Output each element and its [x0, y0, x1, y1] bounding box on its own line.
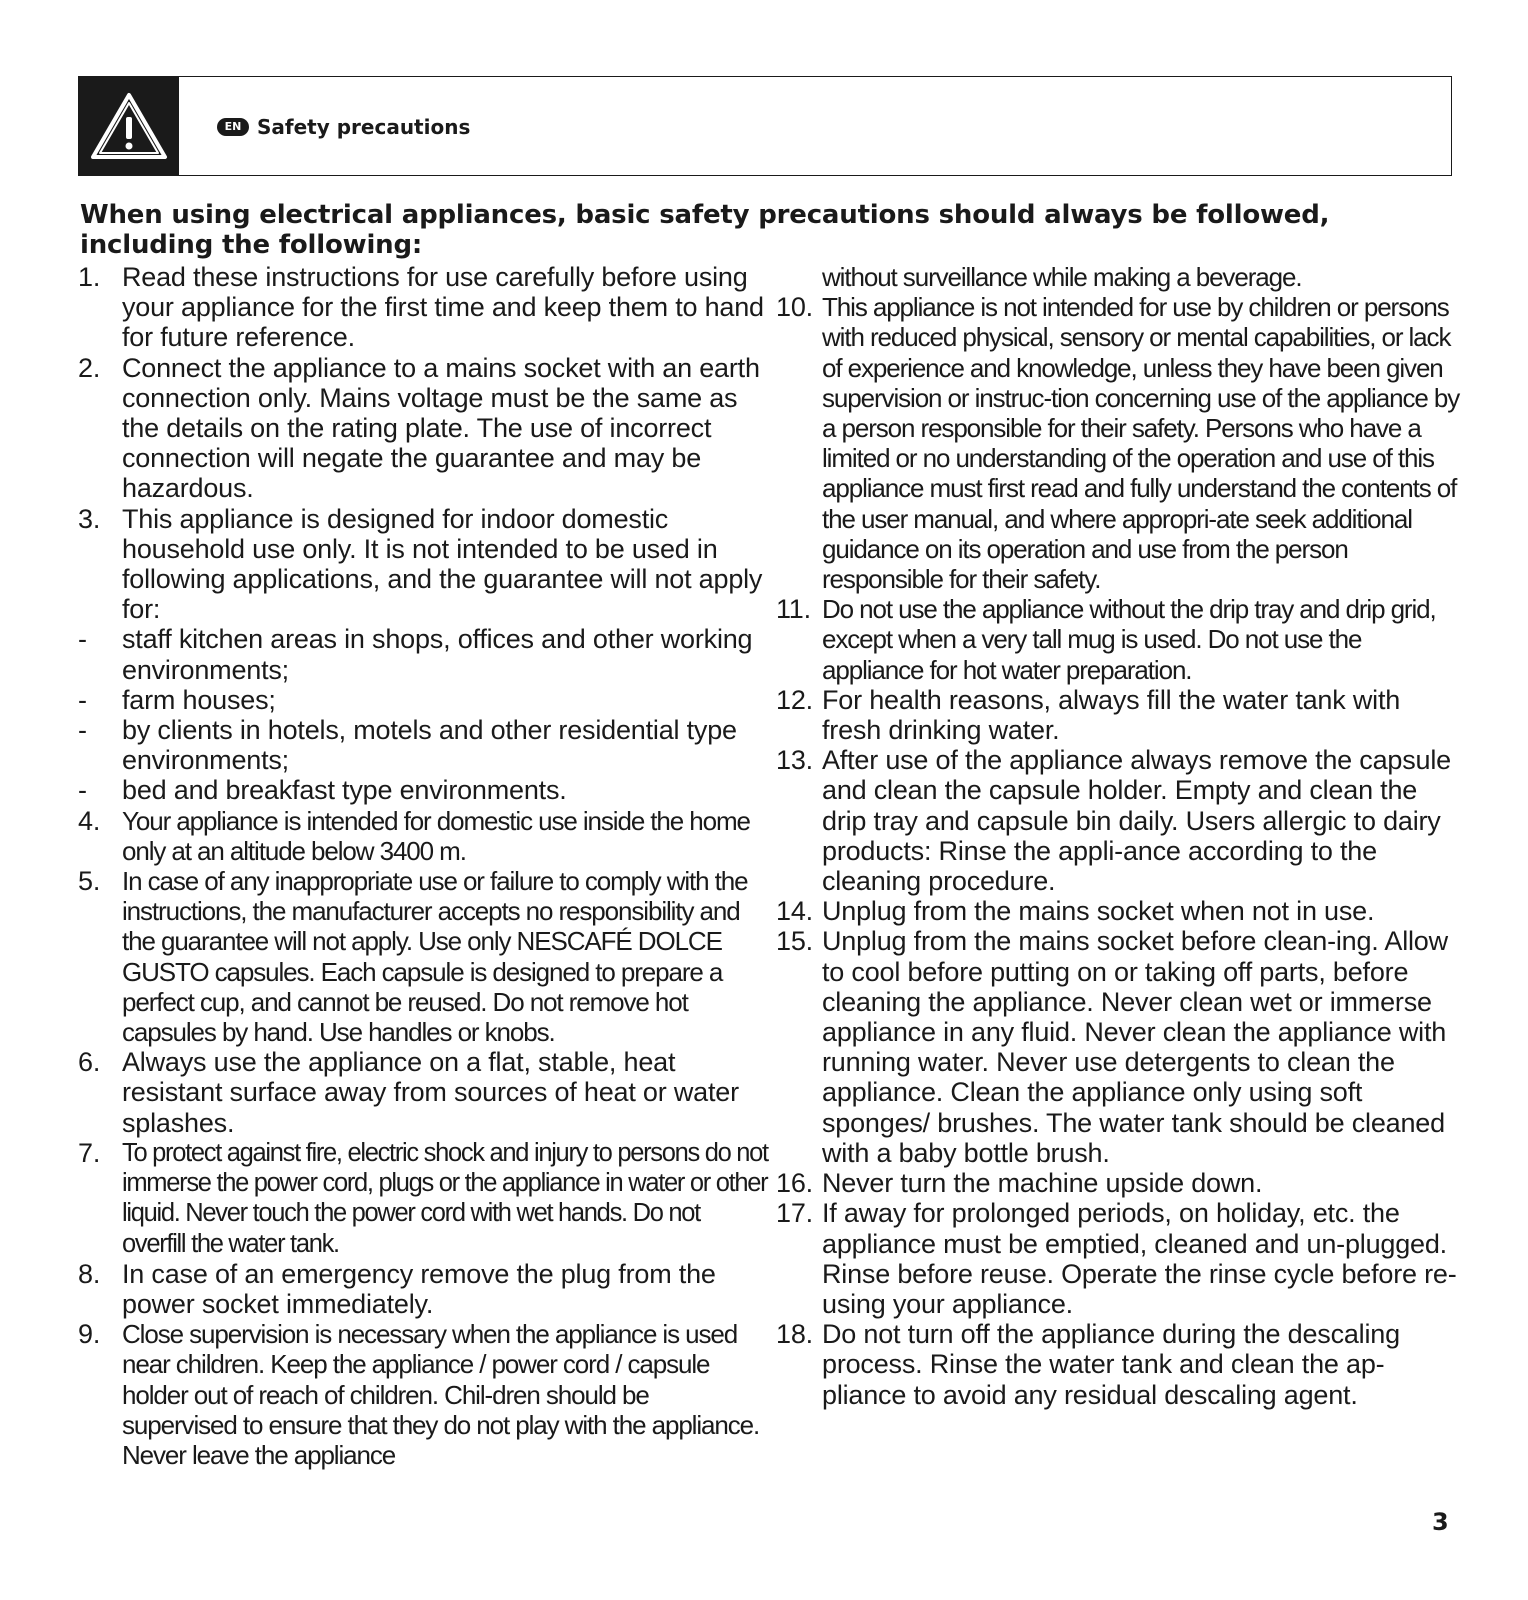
- item-number: 10.: [776, 292, 813, 323]
- item-number: 11.: [776, 594, 811, 625]
- list-item: [78, 262, 768, 353]
- warning-block: [79, 77, 179, 175]
- item-number: 2.: [78, 352, 101, 383]
- item-text: Do not use the appliance without the drip tray and drip grid, except when a very tall mug is used. Do not use the appliance for hot water preparation.: [822, 594, 1436, 685]
- item-text: Your appliance is intended for domestic use inside the home only at an altitude below 3400 m.: [122, 805, 750, 866]
- item-number: 3.: [78, 503, 101, 534]
- item-number: 9.: [78, 1319, 101, 1350]
- list-item: [78, 1319, 768, 1470]
- item-text: staff kitchen areas in shops, offices and other working environments;: [122, 624, 753, 685]
- list-item: [776, 896, 1466, 926]
- section-header: [78, 76, 1452, 176]
- warning-triangle-icon: [89, 91, 169, 161]
- list-item: [776, 926, 1466, 1168]
- list-item: [776, 594, 1466, 685]
- right-column: [776, 262, 1466, 1410]
- list-item: [78, 1138, 768, 1259]
- item-number: 1.: [78, 262, 101, 292]
- item-number: 6.: [78, 1047, 101, 1078]
- item-number: 7.: [78, 1137, 101, 1168]
- item-text: farm houses;: [122, 684, 276, 715]
- item-continuation: without surveillance while making a beverage.: [822, 262, 1302, 292]
- dash-bullet: -: [78, 775, 87, 806]
- list-item: [78, 353, 768, 504]
- item-number: 15.: [776, 926, 813, 957]
- item-text: Unplug from the mains socket when not in use.: [822, 896, 1375, 927]
- item-text: Connect the appliance to a mains socket with an earth connection only. Mains voltage must be the same as the details on the rating plate. The use of incorrect connection will negate the guarantee and may be hazardous.: [122, 352, 760, 504]
- item-text: In case of an emergency remove the plug from the power socket immediately.: [122, 1258, 716, 1319]
- list-item: [78, 1047, 768, 1138]
- dash-item: [78, 624, 768, 684]
- list-item: [78, 806, 768, 866]
- list-item: [776, 1198, 1466, 1319]
- item-text: Read these instructions for use carefully before using your appliance for the first time and keep them to hand for future reference.: [122, 262, 764, 353]
- item-number: 8.: [78, 1258, 101, 1289]
- item-number: 17.: [776, 1198, 813, 1229]
- item-text: Close supervision is necessary when the appliance is used near children. Keep the appliance / power cord / capsule holder out of reach of children. Chil-dren should be supervised to ensure that they do not play with the appliance. Never leave the appliance: [122, 1319, 760, 1470]
- item-number: 14.: [776, 896, 813, 927]
- header-label: [217, 115, 470, 139]
- item-text: Never turn the machine upside down.: [822, 1168, 1263, 1199]
- dash-item: [78, 715, 768, 775]
- list-item: [78, 1259, 768, 1319]
- list-item: [776, 1319, 1466, 1410]
- dash-bullet: -: [78, 715, 87, 746]
- list-item: [776, 745, 1466, 896]
- intro-heading: When using electrical appliances, basic safety precautions should always be followed, including the following:: [80, 200, 1330, 260]
- item-number: 5.: [78, 866, 101, 897]
- item-text: Do not turn off the appliance during the descaling process. Rinse the water tank and clean the ap-pliance to avoid any residual descaling agent.: [822, 1319, 1400, 1410]
- left-column: [78, 262, 768, 1470]
- item-text: Always use the appliance on a flat, stable, heat resistant surface away from sources of heat or water splashes.: [122, 1047, 739, 1138]
- item-text: This appliance is designed for indoor domestic household use only. It is not intended to be used in following applications, and the guarantee will not apply for:: [122, 503, 763, 625]
- list-item: [78, 504, 768, 625]
- language-badge: EN: [217, 118, 249, 136]
- dash-item: [78, 775, 768, 805]
- item-number: 4.: [78, 805, 101, 836]
- item-text: To protect against fire, electric shock and injury to persons do not immerse the power cord, plugs or the appliance in water or other liquid. Never touch the power cord with wet hands. Do not overfill the water tank.: [122, 1138, 768, 1258]
- item-text: Unplug from the mains socket before clean-ing. Allow to cool before putting on or taking off parts, before cleaning the appliance. Never clean wet or immerse appliance in any fluid. Never clean the appliance with running water. Never use detergents to clean the appliance. Clean the appliance only using soft sponges/ brushes. The water tank should be cleaned with a baby bottle brush.: [822, 926, 1448, 1168]
- item-text: After use of the appliance always remove the capsule and clean the capsule holder. Empty and clean the drip tray and capsule bin daily. Users allergic to dairy products: Rinse the appli-ance according to the cleaning procedure.: [822, 745, 1451, 897]
- dash-item: [78, 685, 768, 715]
- item-text: This appliance is not intended for use by children or persons with reduced physical, sensory or mental capabilities, or lack of experience and knowledge, unless they have been given supervision or instruc-tion concerning use of the appliance by a person responsible for their safety. Persons who have a limited or no understanding of the operation and use of this appliance must first read and fully understand the contents of the user manual, and where appropri-ate seek additional guidance on its operation and use from the person responsible for their safety.: [822, 292, 1460, 595]
- list-item: [776, 292, 1466, 594]
- item-text: by clients in hotels, motels and other residential type environments;: [122, 715, 737, 776]
- item-text: In case of any inappropriate use or failure to comply with the instructions, the manufacturer accepts no responsibility and the guarantee will not apply. Use only NESCAFÉ DOLCE GUSTO capsules. Each capsule is designed to prepare a perfect cup, and cannot be reused. Do not remove hot capsules by hand. Use handles or knobs.: [122, 866, 748, 1048]
- item-text: bed and breakfast type environments.: [122, 775, 567, 806]
- item-number: 12.: [776, 684, 813, 715]
- item-number: 13.: [776, 745, 813, 776]
- item-number: 18.: [776, 1319, 813, 1350]
- list-item: [776, 1168, 1466, 1198]
- list-item: [776, 685, 1466, 745]
- page-number: 3: [1432, 1508, 1449, 1536]
- dash-bullet: -: [78, 684, 87, 715]
- item-number: 16.: [776, 1168, 813, 1199]
- item-text: For health reasons, always fill the water tank with fresh drinking water.: [822, 684, 1401, 746]
- dash-bullet: -: [78, 624, 87, 655]
- item-text: If away for prolonged periods, on holiday, etc. the appliance must be emptied, cleaned and un-plugged. Rinse before reuse. Operate the rinse cycle before re-using your appliance.: [822, 1198, 1457, 1319]
- list-item: [78, 866, 768, 1047]
- section-title: Safety precautions: [257, 115, 471, 139]
